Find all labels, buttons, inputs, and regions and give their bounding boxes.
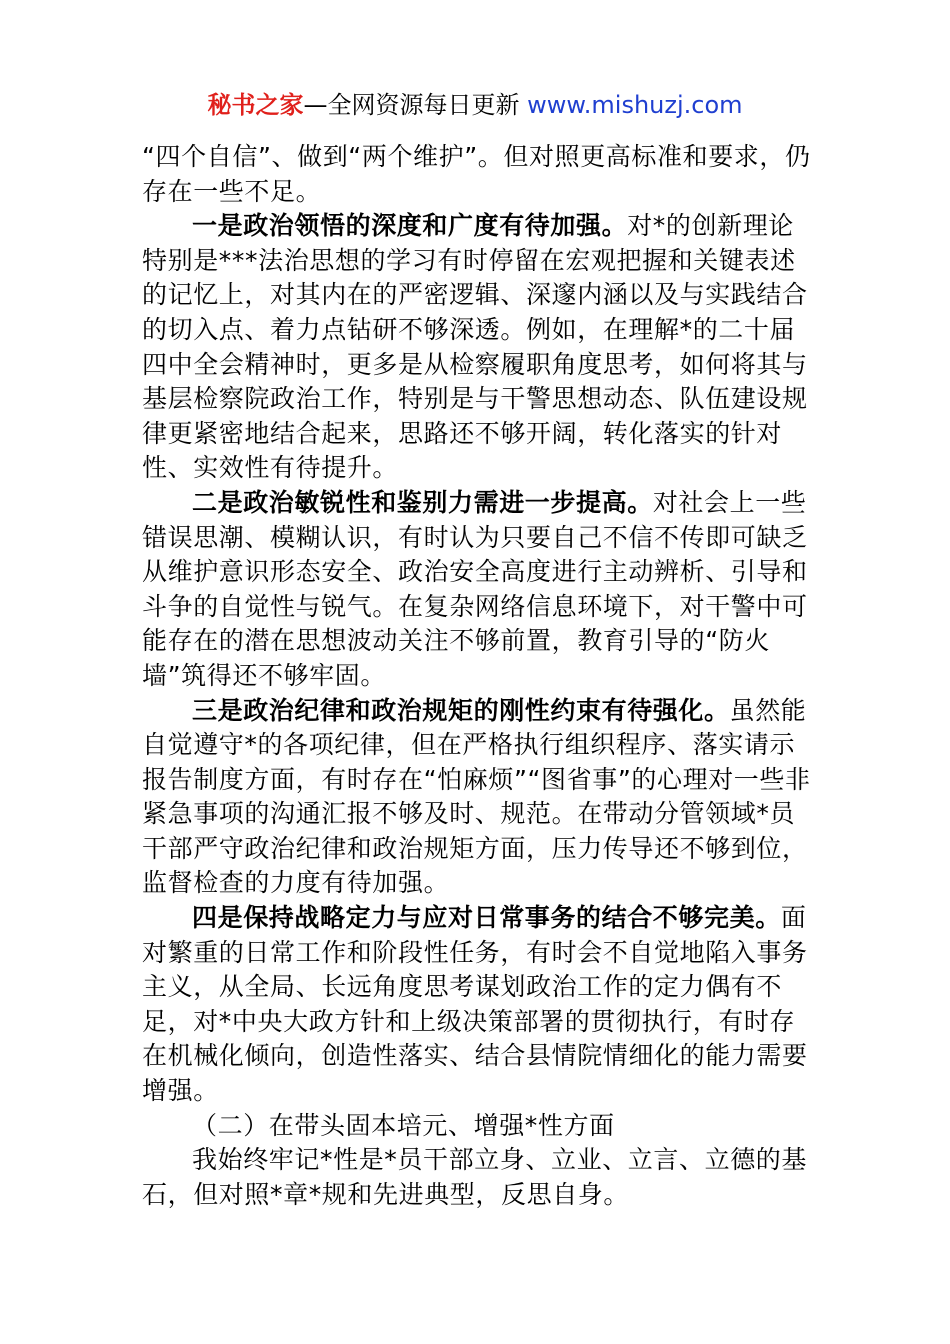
paragraph-text: “四个自信”、做到“两个维护”。但对照更高标准和要求，仍存在一些不足。 <box>142 142 811 206</box>
paragraph-text: 对社会上一些错误思潮、模糊认识，有时认为只要自己不信不传即可缺乏从维护意识形态安全、政治安全高度进行主动辨析、引导和斗争的自觉性与锐气。在复杂网络信息环境下，对干警中可能存在的潜在思想波动关注不够前置，教育引导的“防火墙”筑得还不够牢固。 <box>142 487 808 690</box>
paragraph-point-three <box>142 694 818 902</box>
paragraph-point-one <box>142 209 818 486</box>
site-brand: 秘书之家 <box>207 91 304 119</box>
paragraph-text: 我始终牢记*性是*员干部立身、立业、立言、立德的基石，但对照*章*规和先进典型，反思自身。 <box>142 1145 808 1209</box>
site-header <box>0 88 950 122</box>
paragraph-heading: 三是政治纪律和政治规矩的刚性约束有待强化。 <box>192 695 730 725</box>
paragraph-heading: 一是政治领悟的深度和广度有待加强。 <box>192 211 628 241</box>
section-heading-text: （二）在带头固本培元、增强*性方面 <box>192 1110 615 1140</box>
paragraph-heading: 二是政治敏锐性和鉴别力需进一步提高。 <box>192 487 653 517</box>
site-url-link[interactable]: www.mishuzj.com <box>527 91 743 119</box>
section-heading <box>142 1109 818 1144</box>
paragraph-intro <box>142 1143 818 1212</box>
paragraph-point-two <box>142 486 818 694</box>
paragraph-continuation <box>142 140 818 209</box>
site-tagline: —全网资源每日更新 <box>303 91 528 119</box>
paragraph-text: 面对繁重的日常工作和阶段性任务，有时会不自觉地陷入事务主义，从全局、长远角度思考谋划政治工作的定力偶有不足，对*中央大政方针和上级决策部署的贯彻执行，有时存在机械化倾向，创造性落实、结合县情院情细化的能力需要增强。 <box>142 903 808 1106</box>
paragraph-point-four <box>142 901 818 1109</box>
paragraph-heading: 四是保持战略定力与应对日常事务的结合不够完美。 <box>192 903 781 933</box>
document-body <box>142 140 818 1212</box>
paragraph-text: 对*的创新理论特别是***法治思想的学习有时停留在宏观把握和关键表述的记忆上，对其内在的严密逻辑、深邃内涵以及与实践结合的切入点、着力点钻研不够深透。例如，在理解*的二十届四中全会精神时，更多是从检察履职角度思考，如何将其与基层检察院政治工作，特别是与干警思想动态、队伍建设规律更紧密地结合起来，思路还不够开阔，转化落实的针对性、实效性有待提升。 <box>142 211 808 483</box>
paragraph-text: 虽然能自觉遵守*的各项纪律，但在严格执行组织程序、落实请示报告制度方面，有时存在“怕麻烦”“图省事”的心理对一些非紧急事项的沟通汇报不够及时、规范。在带动分管领域*员干部严守政治纪律和政治规矩方面，压力传导还不够到位，监督检查的力度有待加强。 <box>142 695 811 898</box>
